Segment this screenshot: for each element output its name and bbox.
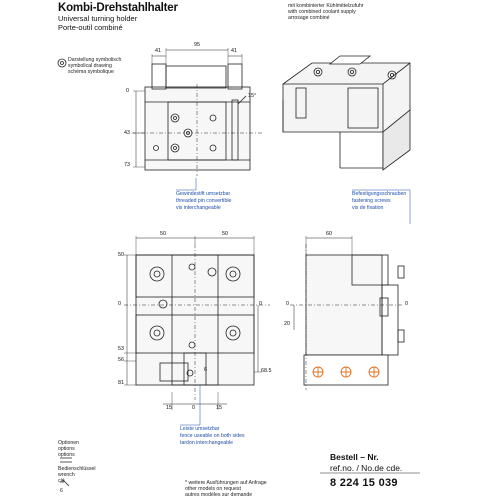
- options-de: Optionen: [58, 440, 80, 446]
- dim-left-53: 53: [118, 346, 124, 352]
- key-de: Bedienschlüssel: [58, 466, 96, 472]
- callout-fastening-en: fastening screws: [352, 198, 391, 204]
- dim-top-left: 41: [155, 48, 161, 54]
- dim-bottom-mid: 6: [204, 367, 207, 373]
- coolant-note-fr: arrosage combiné: [288, 15, 330, 21]
- footnote-fr: autres modèles sur demande: [185, 492, 253, 498]
- callout-threaded-pin-en: threaded pin convertible: [176, 198, 232, 204]
- dim-top-right: 41: [231, 48, 237, 54]
- dim-angle: 15°: [248, 93, 257, 99]
- coolant-note-de: mit kombinierter Kühlmittelzufuhr: [288, 3, 364, 9]
- footnote-en: other models on request: [185, 486, 241, 492]
- callout-threaded-pin-fr: vis interchangeable: [176, 205, 221, 211]
- key-fr: clé: [58, 478, 65, 484]
- dim-left-50: 50: [118, 252, 124, 258]
- callout-fastening-fr: vis de fixation: [352, 205, 384, 211]
- side-view-top: [132, 48, 262, 176]
- callout-threaded-pin-de: Gewindestift umsetzbar: [176, 191, 231, 197]
- page-title: Kombi-Drehstahlhalter: [58, 2, 178, 14]
- dim-bottom-left: 15: [166, 405, 172, 411]
- footnote-de: * weitere Ausführungen auf Anfrage: [185, 480, 267, 486]
- dim-right-0: 0: [259, 301, 262, 307]
- dim-bottom-offset: 0: [192, 405, 195, 411]
- key-en: wrench: [58, 472, 75, 478]
- symbol-legend-en: symbolical drawing: [68, 63, 112, 69]
- dim-front-right: 50: [222, 231, 228, 237]
- symbol-legend-fr: schéma symbolique: [68, 69, 114, 75]
- dim-top-mid: 95: [194, 42, 200, 48]
- dim-left-81: 81: [118, 380, 124, 386]
- front-view: [124, 236, 270, 410]
- dim-sv-20: 20: [284, 321, 290, 327]
- options-en: options: [58, 446, 75, 452]
- isometric-view: [283, 56, 410, 170]
- dim-side-73: 73: [124, 162, 130, 168]
- dim-side-43: 43: [124, 130, 130, 136]
- dim-right-685: 68.5: [261, 368, 272, 374]
- dim-left-0: 0: [118, 301, 121, 307]
- dim-sv-0: 0: [286, 301, 289, 307]
- callout-fence-de: Leiste umsetzbar: [180, 426, 220, 432]
- symbol-icon: [58, 59, 66, 67]
- callout-fastening-de: Befestigungsschrauben: [352, 191, 407, 197]
- callout-fence-en: fence useable on both sides: [180, 433, 245, 439]
- dim-sv-r0: 0: [405, 301, 408, 307]
- options-fr: options: [58, 452, 75, 458]
- dim-left-56: 56: [118, 357, 124, 363]
- dim-bottom-right: 15: [216, 405, 222, 411]
- dim-side-0: 0: [126, 88, 129, 94]
- order-label-en-fr: ref.no. / No.de cde.: [330, 463, 403, 473]
- coolant-note-en: with combined coolant supply: [288, 9, 356, 15]
- symbol-legend-de: Darstellung symbolisch: [68, 57, 122, 63]
- dim-sv-60: 60: [326, 231, 332, 237]
- page-subtitle-fr: Porte-outil combiné: [58, 23, 123, 32]
- page-subtitle-en: Universal turning holder: [58, 14, 138, 23]
- order-number: 8 224 15 039: [330, 477, 398, 489]
- key-size: 6: [60, 488, 63, 494]
- order-label-de: Bestell – Nr.: [330, 452, 379, 462]
- dim-front-left: 50: [160, 231, 166, 237]
- callout-fence-fr: tardon interchangeable: [180, 440, 234, 446]
